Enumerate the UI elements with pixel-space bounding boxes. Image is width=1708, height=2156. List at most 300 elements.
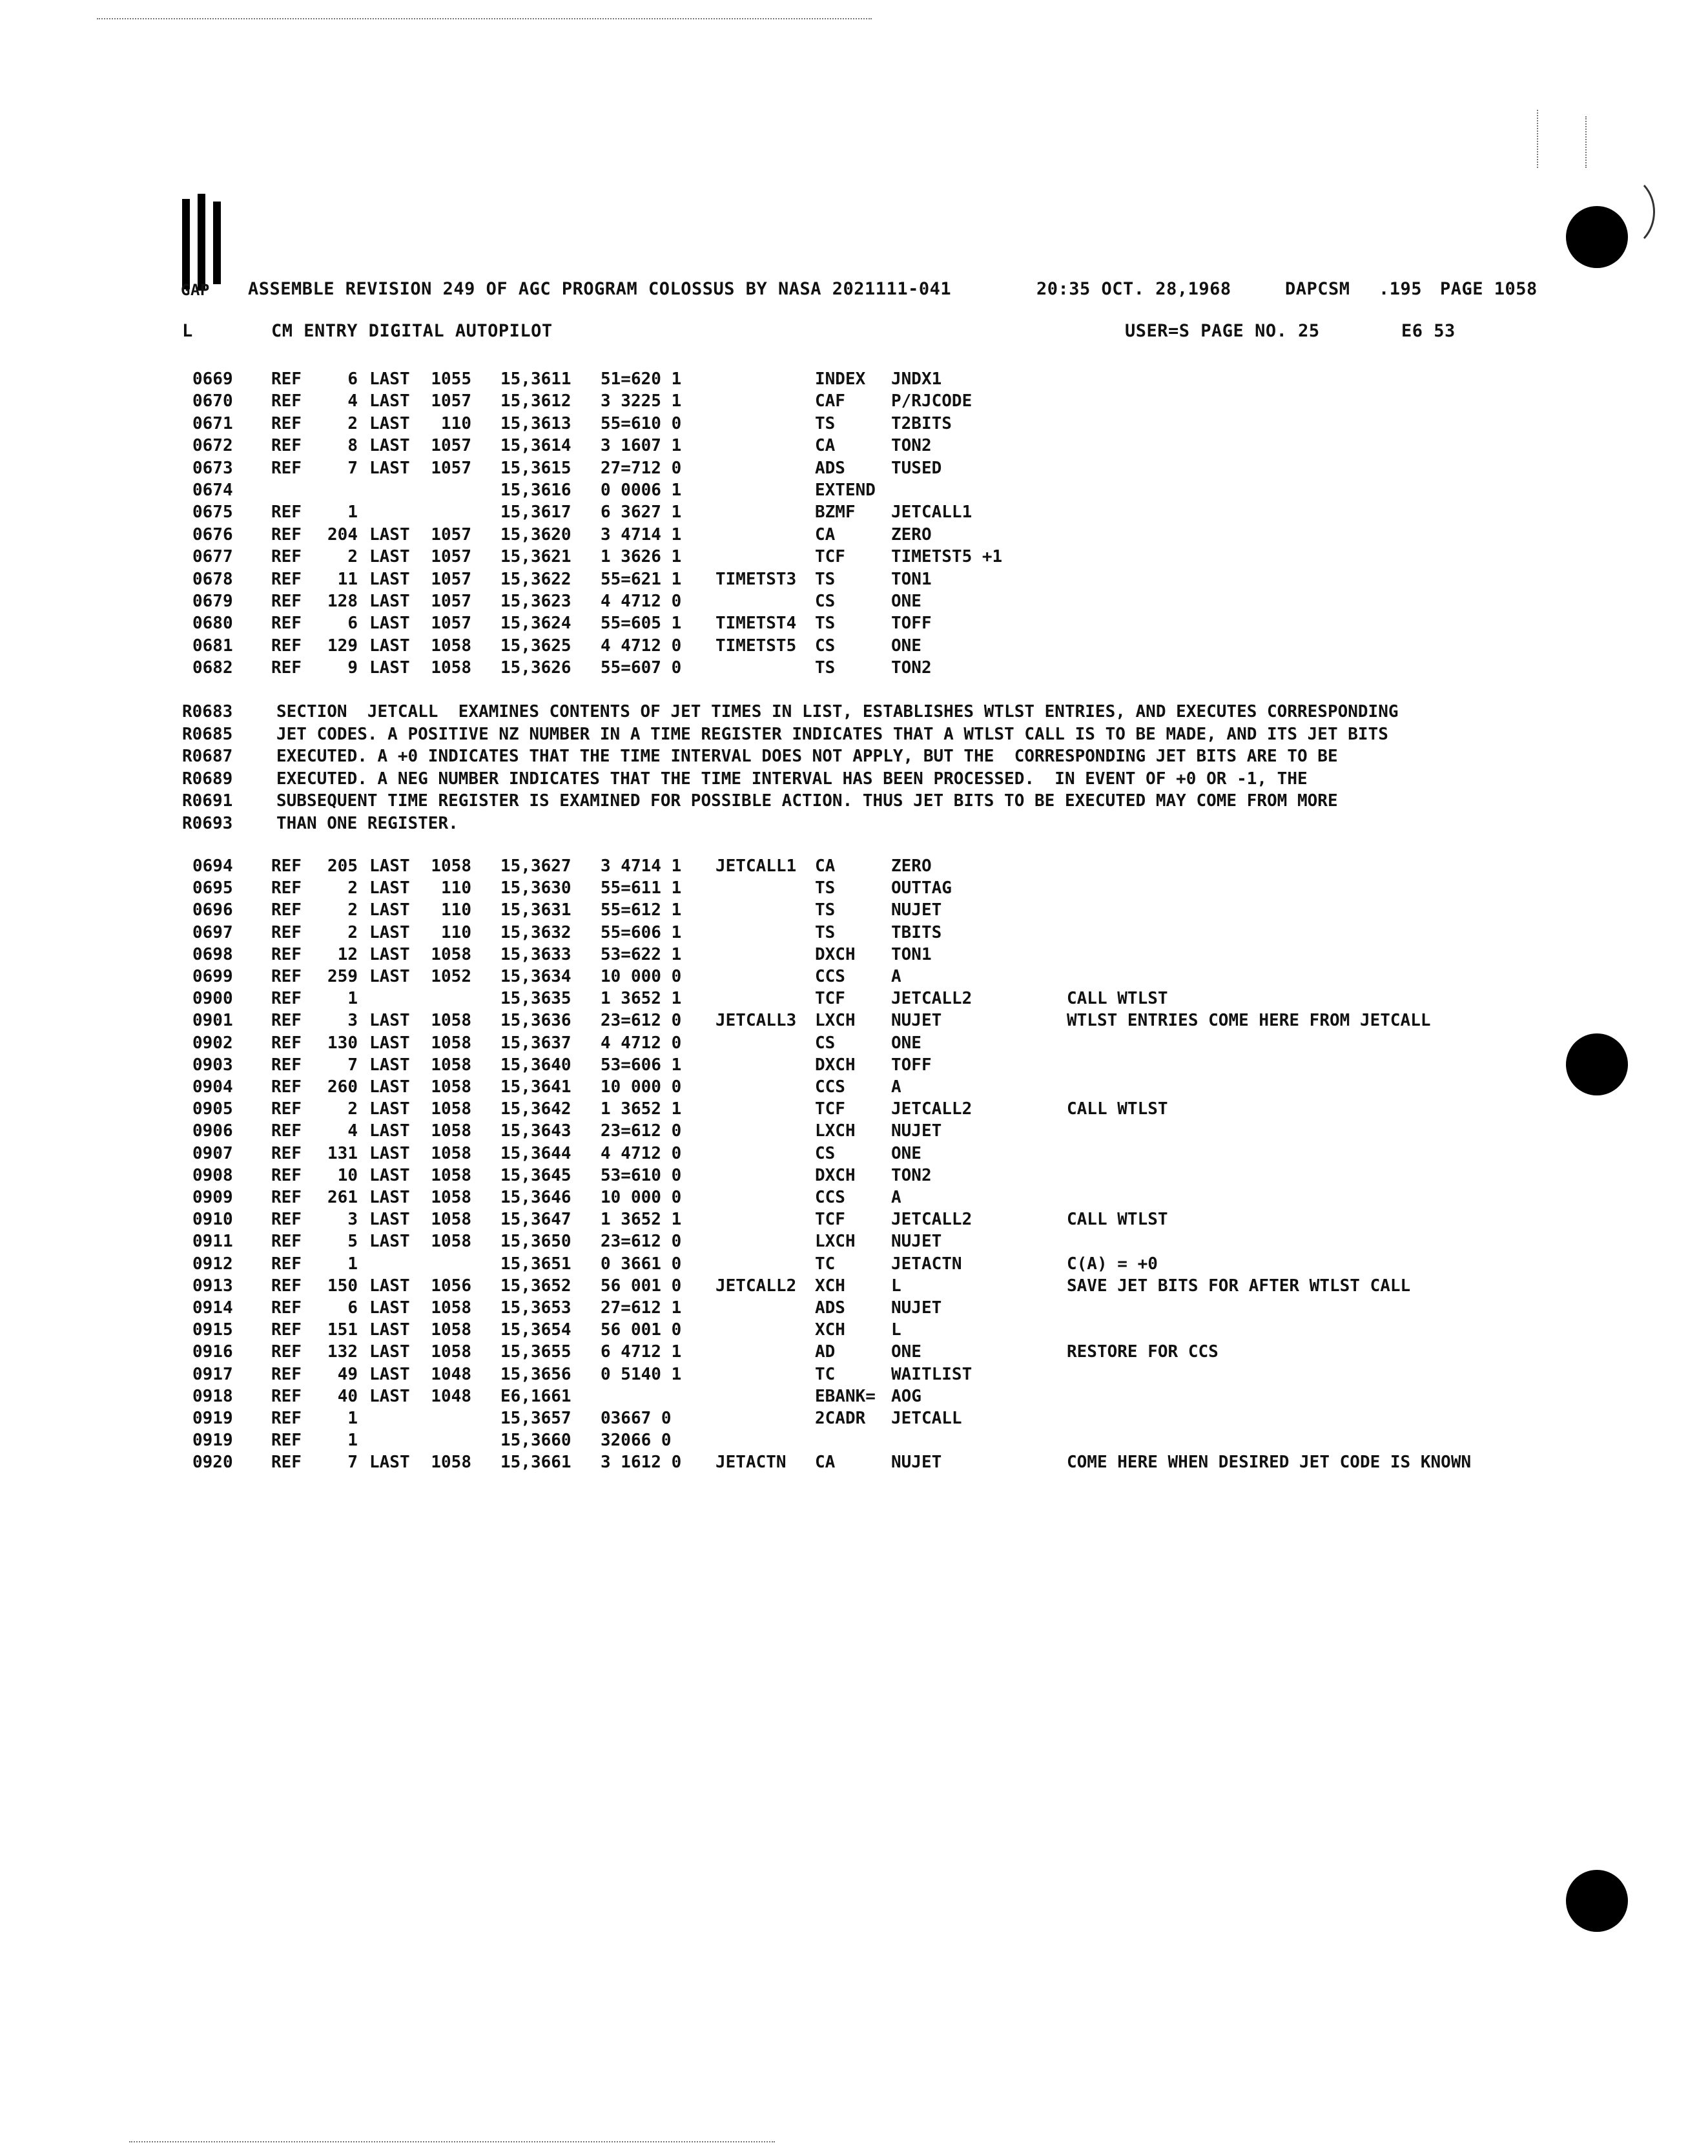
address: 15,3622: [500, 569, 571, 589]
ref-count: 4: [347, 1121, 358, 1141]
ref-tag: REF: [271, 569, 302, 589]
listing-row: [0, 1409, 1708, 1431]
opcode: AD: [815, 1342, 836, 1362]
octal-code: 3 4714 1: [601, 524, 682, 544]
ref-tag: REF: [271, 1254, 302, 1274]
line-number: 0672: [192, 436, 233, 456]
octal-code: 6 3627 1: [601, 503, 682, 523]
scan-edge: [97, 18, 872, 19]
last-page: 1057: [431, 614, 471, 634]
last-page: 1058: [431, 1298, 471, 1318]
octal-code: 55=606 1: [601, 922, 682, 942]
operand: NUJET: [891, 1453, 942, 1473]
ref-count: 259: [327, 967, 358, 986]
last-tag: LAST: [369, 1364, 410, 1384]
listing-row: [0, 547, 1708, 569]
ref-count: 1: [347, 989, 358, 1009]
octal-code: 0 5140 1: [601, 1364, 682, 1384]
opcode: CAF: [815, 391, 845, 411]
octal-code: 1 3626 1: [601, 547, 682, 567]
opcode: CA: [815, 1453, 836, 1473]
ref-count: 260: [327, 1077, 358, 1097]
operand: TIMETST5 +1: [891, 547, 1003, 567]
last-tag: LAST: [369, 614, 410, 634]
ref-tag: REF: [271, 1099, 302, 1119]
operand: NUJET: [891, 1011, 942, 1031]
address: 15,3646: [500, 1188, 571, 1207]
operand: L: [891, 1320, 901, 1340]
last-tag: LAST: [369, 1386, 410, 1406]
address: E6,1661: [500, 1386, 571, 1406]
binder-curve: [1589, 174, 1655, 249]
ref-tag: REF: [271, 1320, 302, 1340]
opcode: TS: [815, 878, 836, 898]
listing-row: [0, 856, 1708, 878]
line-number: 0917: [192, 1364, 233, 1384]
octal-code: 10 000 0: [601, 967, 682, 986]
ref-count: 128: [327, 592, 358, 611]
listing-row: [0, 1055, 1708, 1077]
opcode: ADS: [815, 458, 845, 478]
last-page: 1048: [431, 1364, 471, 1384]
operand: ONE: [891, 1143, 921, 1163]
ref-tag: REF: [271, 413, 302, 433]
ref-count: 131: [327, 1143, 358, 1163]
opcode: CS: [815, 592, 836, 611]
comment: CALL WTLST: [1067, 989, 1168, 1009]
line-number: 0696: [192, 900, 233, 920]
line-number: 0697: [192, 922, 233, 942]
opcode: CS: [815, 1143, 836, 1163]
remark-text: EXECUTED. A NEG NUMBER INDICATES THAT THE TIME INTERVAL HAS BEEN PROCESSED. IN EVENT OF +0 OR -1, THE: [276, 769, 1308, 789]
header-ref: .195: [1379, 279, 1423, 299]
ref-count: 1: [347, 503, 358, 523]
address: 15,3627: [500, 856, 571, 876]
operand: TON1: [891, 944, 932, 964]
listing-row: [0, 1276, 1708, 1298]
line-number: 0699: [192, 967, 233, 986]
opcode: TC: [815, 1254, 836, 1274]
listing-row: [0, 1144, 1708, 1166]
opcode: CS: [815, 1033, 836, 1053]
octal-code: 0 3661 0: [601, 1254, 682, 1274]
address: 15,3632: [500, 922, 571, 942]
opcode: ADS: [815, 1298, 845, 1318]
address: 15,3635: [500, 989, 571, 1009]
address: 15,3630: [500, 878, 571, 898]
last-page: 1058: [431, 1320, 471, 1340]
octal-code: 0 0006 1: [601, 481, 682, 500]
opcode: TC: [815, 1364, 836, 1384]
ref-count: 3: [347, 1210, 358, 1230]
octal-code: 27=612 1: [601, 1298, 682, 1318]
last-tag: LAST: [369, 592, 410, 611]
ref-tag: REF: [271, 592, 302, 611]
ref-tag: REF: [271, 967, 302, 986]
address: 15,3634: [500, 967, 571, 986]
bank-label: E6 53: [1401, 321, 1456, 341]
line-number: 0669: [192, 369, 233, 389]
ref-tag: REF: [271, 614, 302, 634]
octal-code: 10 000 0: [601, 1188, 682, 1207]
ref-count: 7: [347, 1453, 358, 1473]
ref-tag: REF: [271, 1232, 302, 1252]
last-page: 1058: [431, 1011, 471, 1031]
label: JETCALL3: [715, 1011, 797, 1031]
label: JETCALL2: [715, 1276, 797, 1296]
octal-code: 23=612 0: [601, 1232, 682, 1252]
last-tag: LAST: [369, 1342, 410, 1362]
opcode: TS: [815, 900, 836, 920]
octal-code: 32066 0: [601, 1431, 672, 1451]
listing-row: [0, 525, 1708, 547]
last-tag: LAST: [369, 658, 410, 678]
last-page: 1058: [431, 1121, 471, 1141]
listing-row: [0, 459, 1708, 481]
listing-row: [0, 414, 1708, 436]
operand: TOFF: [891, 614, 932, 634]
ref-tag: REF: [271, 856, 302, 876]
opcode: LXCH: [815, 1011, 856, 1031]
operand: ONE: [891, 636, 921, 656]
section-title: CM ENTRY DIGITAL AUTOPILOT: [271, 321, 553, 341]
last-tag: LAST: [369, 369, 410, 389]
line-number: 0679: [192, 592, 233, 611]
last-page: 1048: [431, 1386, 471, 1406]
opcode: TCF: [815, 1099, 845, 1119]
octal-code: 53=606 1: [601, 1055, 682, 1075]
remark-text: SUBSEQUENT TIME REGISTER IS EXAMINED FOR POSSIBLE ACTION. THUS JET BITS TO BE EXECUTED MAY COME FROM MORE: [276, 791, 1338, 811]
ref-count: 205: [327, 856, 358, 876]
line-number: 0912: [192, 1254, 233, 1274]
listing-row: [0, 614, 1708, 636]
opcode: CCS: [815, 1188, 845, 1207]
remark-line: [0, 702, 1708, 724]
last-page: 1058: [431, 658, 471, 678]
opcode: EBANK=: [815, 1386, 876, 1406]
ref-count: 2: [347, 1099, 358, 1119]
ref-count: 12: [337, 944, 358, 964]
ref-tag: REF: [271, 1276, 302, 1296]
ref-tag: REF: [271, 1453, 302, 1473]
last-page: 1058: [431, 1342, 471, 1362]
ref-count: 150: [327, 1276, 358, 1296]
ref-count: 3: [347, 1011, 358, 1031]
opcode: CA: [815, 436, 836, 456]
ref-tag: REF: [271, 1165, 302, 1185]
last-tag: LAST: [369, 1077, 410, 1097]
ref-tag: REF: [271, 458, 302, 478]
last-tag: LAST: [369, 856, 410, 876]
address: 15,3626: [500, 658, 571, 678]
octal-code: 56 001 0: [601, 1320, 682, 1340]
operand: OUTTAG: [891, 878, 952, 898]
listing-row: [0, 503, 1708, 524]
operand: ONE: [891, 1033, 921, 1053]
last-page: 1057: [431, 436, 471, 456]
remark-number: R0687: [182, 747, 233, 767]
address: 15,3631: [500, 900, 571, 920]
last-page: 1057: [431, 569, 471, 589]
header-prefix: GAP: [181, 281, 210, 299]
address: 15,3656: [500, 1364, 571, 1384]
opcode: CS: [815, 636, 836, 656]
opcode: TS: [815, 658, 836, 678]
ref-tag: REF: [271, 503, 302, 523]
scan-edge: [1537, 110, 1538, 168]
ref-count: 204: [327, 524, 358, 544]
last-page: 1057: [431, 592, 471, 611]
last-page: 1056: [431, 1276, 471, 1296]
ref-tag: REF: [271, 878, 302, 898]
line-number: 0900: [192, 989, 233, 1009]
listing-row: [0, 945, 1708, 967]
label: JETACTN: [715, 1453, 787, 1473]
header-datetime: 20:35 OCT. 28,1968: [1036, 279, 1231, 299]
line-number: 0909: [192, 1188, 233, 1207]
last-page: 1058: [431, 1453, 471, 1473]
label: TIMETST3: [715, 569, 797, 589]
listing-row: [0, 1431, 1708, 1453]
ref-tag: REF: [271, 658, 302, 678]
last-page: 1058: [431, 1055, 471, 1075]
listing-row: [0, 1453, 1708, 1475]
header-page: PAGE 1058: [1440, 279, 1538, 299]
ref-count: 132: [327, 1342, 358, 1362]
comment: WTLST ENTRIES COME HERE FROM JETCALL: [1067, 1011, 1431, 1031]
ref-count: 261: [327, 1188, 358, 1207]
ref-count: 2: [347, 547, 358, 567]
ref-tag: REF: [271, 1431, 302, 1451]
operand: ZERO: [891, 856, 932, 876]
last-tag: LAST: [369, 569, 410, 589]
ref-tag: REF: [271, 1143, 302, 1163]
ref-tag: REF: [271, 1188, 302, 1207]
ref-count: 7: [347, 1055, 358, 1075]
comment: CALL WTLST: [1067, 1099, 1168, 1119]
punch-hole: [1566, 1870, 1628, 1932]
operand: TON2: [891, 1165, 932, 1185]
operand: JETCALL2: [891, 989, 972, 1009]
octal-code: 51=620 1: [601, 369, 682, 389]
line-number: 0914: [192, 1298, 233, 1318]
ref-count: 49: [337, 1364, 358, 1384]
address: 15,3624: [500, 614, 571, 634]
listing-row: [0, 1121, 1708, 1143]
octal-code: 6 4712 1: [601, 1342, 682, 1362]
line-number: 0906: [192, 1121, 233, 1141]
address: 15,3641: [500, 1077, 571, 1097]
label: TIMETST5: [715, 636, 797, 656]
last-tag: LAST: [369, 1320, 410, 1340]
comment: RESTORE FOR CCS: [1067, 1342, 1219, 1362]
line-number: 0903: [192, 1055, 233, 1075]
last-page: 1052: [431, 967, 471, 986]
octal-code: 4 4712 0: [601, 1033, 682, 1053]
ref-count: 2: [347, 878, 358, 898]
last-page: 1058: [431, 1188, 471, 1207]
remark-line: [0, 725, 1708, 747]
octal-code: 53=610 0: [601, 1165, 682, 1185]
operand: TOFF: [891, 1055, 932, 1075]
line-number: 0911: [192, 1232, 233, 1252]
ref-count: 1: [347, 1431, 358, 1451]
operand: JNDX1: [891, 369, 942, 389]
binder-bar: [213, 202, 221, 284]
ref-tag: REF: [271, 1011, 302, 1031]
octal-code: 55=611 1: [601, 878, 682, 898]
ref-tag: REF: [271, 524, 302, 544]
opcode: CCS: [815, 967, 845, 986]
listing-row: [0, 900, 1708, 922]
address: 15,3661: [500, 1453, 571, 1473]
octal-code: 55=610 0: [601, 413, 682, 433]
operand: TON1: [891, 569, 932, 589]
line-number: 0920: [192, 1453, 233, 1473]
ref-count: 9: [347, 658, 358, 678]
address: 15,3616: [500, 481, 571, 500]
ref-count: 6: [347, 614, 358, 634]
octal-code: 1 3652 1: [601, 1210, 682, 1230]
address: 15,3615: [500, 458, 571, 478]
opcode: CA: [815, 524, 836, 544]
last-tag: LAST: [369, 458, 410, 478]
line-number: 0676: [192, 524, 233, 544]
remark-number: R0683: [182, 702, 233, 721]
operand: L: [891, 1276, 901, 1296]
operand: ONE: [891, 592, 921, 611]
octal-code: 03667 0: [601, 1409, 672, 1428]
last-page: 1058: [431, 1210, 471, 1230]
header-system: DAPCSM: [1285, 279, 1350, 299]
operand: TUSED: [891, 458, 942, 478]
last-tag: LAST: [369, 1165, 410, 1185]
ref-tag: REF: [271, 1033, 302, 1053]
last-page: 1058: [431, 1232, 471, 1252]
listing-row: [0, 967, 1708, 989]
octal-code: 3 4714 1: [601, 856, 682, 876]
remark-number: R0691: [182, 791, 233, 811]
octal-code: 1 3652 1: [601, 989, 682, 1009]
line-number: 0670: [192, 391, 233, 411]
line-number: 0918: [192, 1386, 233, 1406]
address: 15,3653: [500, 1298, 571, 1318]
ref-count: 11: [337, 569, 358, 589]
operand: NUJET: [891, 900, 942, 920]
remark-number: R0685: [182, 724, 233, 744]
address: 15,3644: [500, 1143, 571, 1163]
remark-text: SECTION JETCALL EXAMINES CONTENTS OF JET TIMES IN LIST, ESTABLISHES WTLST ENTRIES, AND EXECUTES CORRESPONDING: [276, 702, 1399, 721]
last-page: 1057: [431, 458, 471, 478]
comment: COME HERE WHEN DESIRED JET CODE IS KNOWN: [1067, 1453, 1472, 1473]
address: 15,3651: [500, 1254, 571, 1274]
listing-row: [0, 1298, 1708, 1320]
remark-number: R0693: [182, 814, 233, 833]
ref-count: 4: [347, 391, 358, 411]
line-number: 0675: [192, 503, 233, 523]
operand: A: [891, 967, 901, 986]
operand: JETACTN: [891, 1254, 962, 1274]
remark-number: R0689: [182, 769, 233, 789]
ref-count: 6: [347, 369, 358, 389]
comment: CALL WTLST: [1067, 1210, 1168, 1230]
operand: P/RJCODE: [891, 391, 972, 411]
opcode: TS: [815, 413, 836, 433]
ref-count: 2: [347, 900, 358, 920]
octal-code: 23=612 0: [601, 1011, 682, 1031]
binder-bar: [198, 194, 205, 291]
listing-row: [0, 1188, 1708, 1210]
octal-code: 4 4712 0: [601, 592, 682, 611]
remark-line: [0, 769, 1708, 791]
listing-row: [0, 1387, 1708, 1409]
address: 15,3636: [500, 1011, 571, 1031]
ref-tag: REF: [271, 636, 302, 656]
last-tag: LAST: [369, 436, 410, 456]
line-number: 0919: [192, 1431, 233, 1451]
last-tag: LAST: [369, 922, 410, 942]
listing-row: [0, 878, 1708, 900]
line-number: 0677: [192, 547, 233, 567]
ref-count: 5: [347, 1232, 358, 1252]
address: 15,3621: [500, 547, 571, 567]
octal-code: 55=607 0: [601, 658, 682, 678]
ref-tag: REF: [271, 1386, 302, 1406]
last-page: 1058: [431, 1143, 471, 1163]
octal-code: 4 4712 0: [601, 1143, 682, 1163]
opcode: XCH: [815, 1276, 845, 1296]
operand: WAITLIST: [891, 1364, 972, 1384]
opcode: TCF: [815, 547, 845, 567]
operand: NUJET: [891, 1121, 942, 1141]
address: 15,3640: [500, 1055, 571, 1075]
remark-text: THAN ONE REGISTER.: [276, 814, 458, 833]
line-number: 0901: [192, 1011, 233, 1031]
line-number: 0694: [192, 856, 233, 876]
address: 15,3642: [500, 1099, 571, 1119]
octal-code: 23=612 0: [601, 1121, 682, 1141]
line-number: 0905: [192, 1099, 233, 1119]
last-tag: LAST: [369, 1276, 410, 1296]
line-number: 0673: [192, 458, 233, 478]
ref-tag: REF: [271, 989, 302, 1009]
last-page: 1057: [431, 391, 471, 411]
scan-edge: [1585, 116, 1587, 168]
last-page: 1058: [431, 1165, 471, 1185]
line-number: 0919: [192, 1409, 233, 1428]
opcode: EXTEND: [815, 481, 876, 500]
line-number: 0913: [192, 1276, 233, 1296]
last-tag: LAST: [369, 636, 410, 656]
ref-tag: REF: [271, 1077, 302, 1097]
octal-code: 3 1612 0: [601, 1453, 682, 1473]
line-number: 0695: [192, 878, 233, 898]
last-tag: LAST: [369, 1188, 410, 1207]
header-marker: L: [182, 321, 193, 341]
comment: SAVE JET BITS FOR AFTER WTLST CALL: [1067, 1276, 1411, 1296]
ref-count: 8: [347, 436, 358, 456]
ref-tag: REF: [271, 1210, 302, 1230]
operand: TBITS: [891, 922, 942, 942]
ref-tag: REF: [271, 1364, 302, 1384]
listing-row: [0, 1320, 1708, 1342]
last-tag: LAST: [369, 944, 410, 964]
operand: AOG: [891, 1386, 921, 1406]
listing-row: [0, 1166, 1708, 1188]
last-page: 1058: [431, 944, 471, 964]
last-tag: LAST: [369, 413, 410, 433]
operand: A: [891, 1188, 901, 1207]
